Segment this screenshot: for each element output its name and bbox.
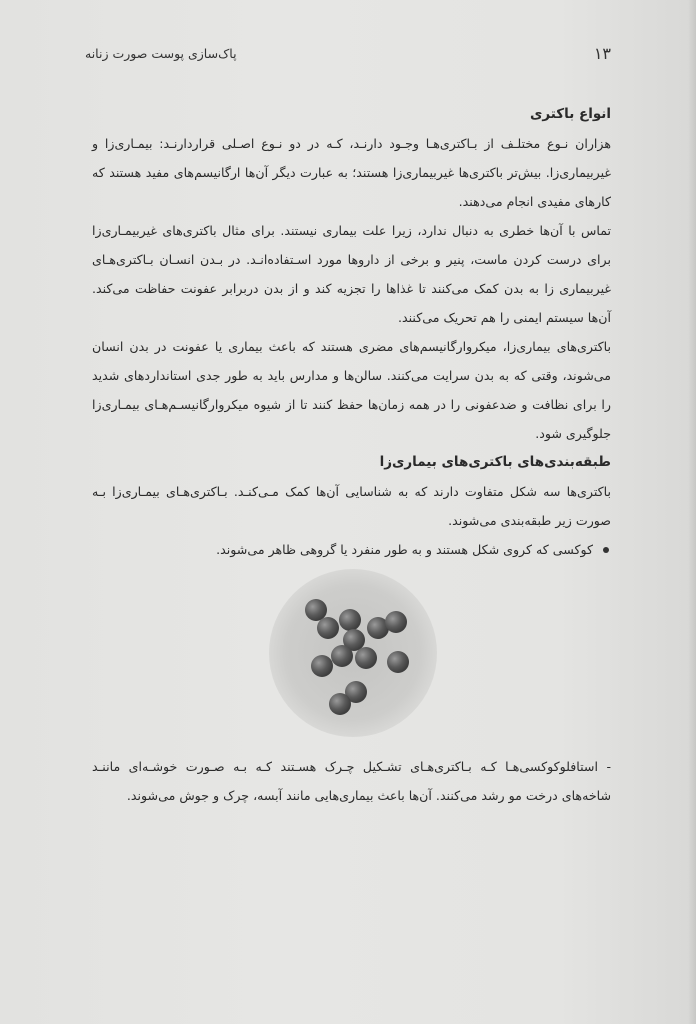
running-title: پاک‌سازی پوست صورت زنانه <box>85 46 237 61</box>
paragraph-4: باکتری‌ها سه شکل متفاوت دارند که به شناسایی آن‌ها کمک مـی‌کنـد. بـاکتری‌هـای بیمـاری‌زا بـه صورت زیر طبقه‌بندی می‌شوند. <box>92 484 611 528</box>
petri-circle <box>269 569 437 737</box>
cocci-bacteria-illustration <box>268 568 438 738</box>
page-edge-shadow <box>688 0 696 1024</box>
section-title-bacteria-types: انواع باکتری <box>530 106 611 122</box>
page-body <box>92 100 611 564</box>
page-number: ۱۳ <box>593 44 611 63</box>
paragraph-1: هزاران نـوع مختلـف از بـاکتری‌هـا وجـود دارنـد، کـه در دو نـوع اصـلی قراردارنـد: بیمـاری‌زا و غیربیماری‌زا. بیش‌تر باکتری‌ها غیربیماری‌زا هستند؛ به عبارت دیگر آن‌ها ارگانیسم‌های مفید هستند که کارهای مفیدی انجام می‌دهند. <box>92 136 611 209</box>
paragraph-3: باکتری‌های بیماری‌زا، میکروارگانیسم‌های مضری هستند که باعث بیماری یا عفونت در بدن انسان می‌شوند، وقتی که به بدن سرایت می‌کنند. سالن‌ها و مدارس باید به طور جدی استانداردهای شدید را برای نظافت و ضدعفونی را در همه زمان‌ها حفظ کنند تا از شیوه میکروارگانیسـم‌هـای بیمـاری‌زا جلوگیری شود. <box>92 339 611 441</box>
paragraph-staphylococci: - استافلوکوکسی‌هـا کـه بـاکتری‌هـای تشـکیل چـرک هسـتند کـه بـه صـورت خوشـه‌ای ماننـد شاخه‌های درخت مو رشد می‌کنند. آن‌ها باعث بیماری‌هایی مانند آبسه، چرک و جوش می‌شوند. <box>92 759 611 803</box>
after-figure-text <box>92 752 611 810</box>
section-title-classification: طبقه‌بندی‌های باکتری‌های بیماری‌زا <box>379 454 611 470</box>
bullet-text: کوکسی که کروی شکل هستند و به طور منفرد یا گروهی ظاهر می‌شوند. <box>216 542 593 557</box>
bullet-item-cocci <box>92 535 611 564</box>
page-header <box>85 44 611 74</box>
paragraph-2: تماس با آن‌ها خطری به دنبال ندارد، زیرا علت بیماری نیستند. برای مثال باکتری‌های غیربیمـاری‌زا برای درست کردن ماست، پنیر و برخی از داروها مورد اسـتفاده‌انـد. در بـدن انسـان بـاکتری‌هـای غیربیماری زا به بدن کمک می‌کنند تا غذاها را تجزیه کند و از بدن دربرابر عفونت حفاظت می‌کند. آن‌ها سیستم ایمنی را هم تحریک می‌کنند. <box>92 223 611 325</box>
bullet-dot-icon <box>603 547 609 553</box>
